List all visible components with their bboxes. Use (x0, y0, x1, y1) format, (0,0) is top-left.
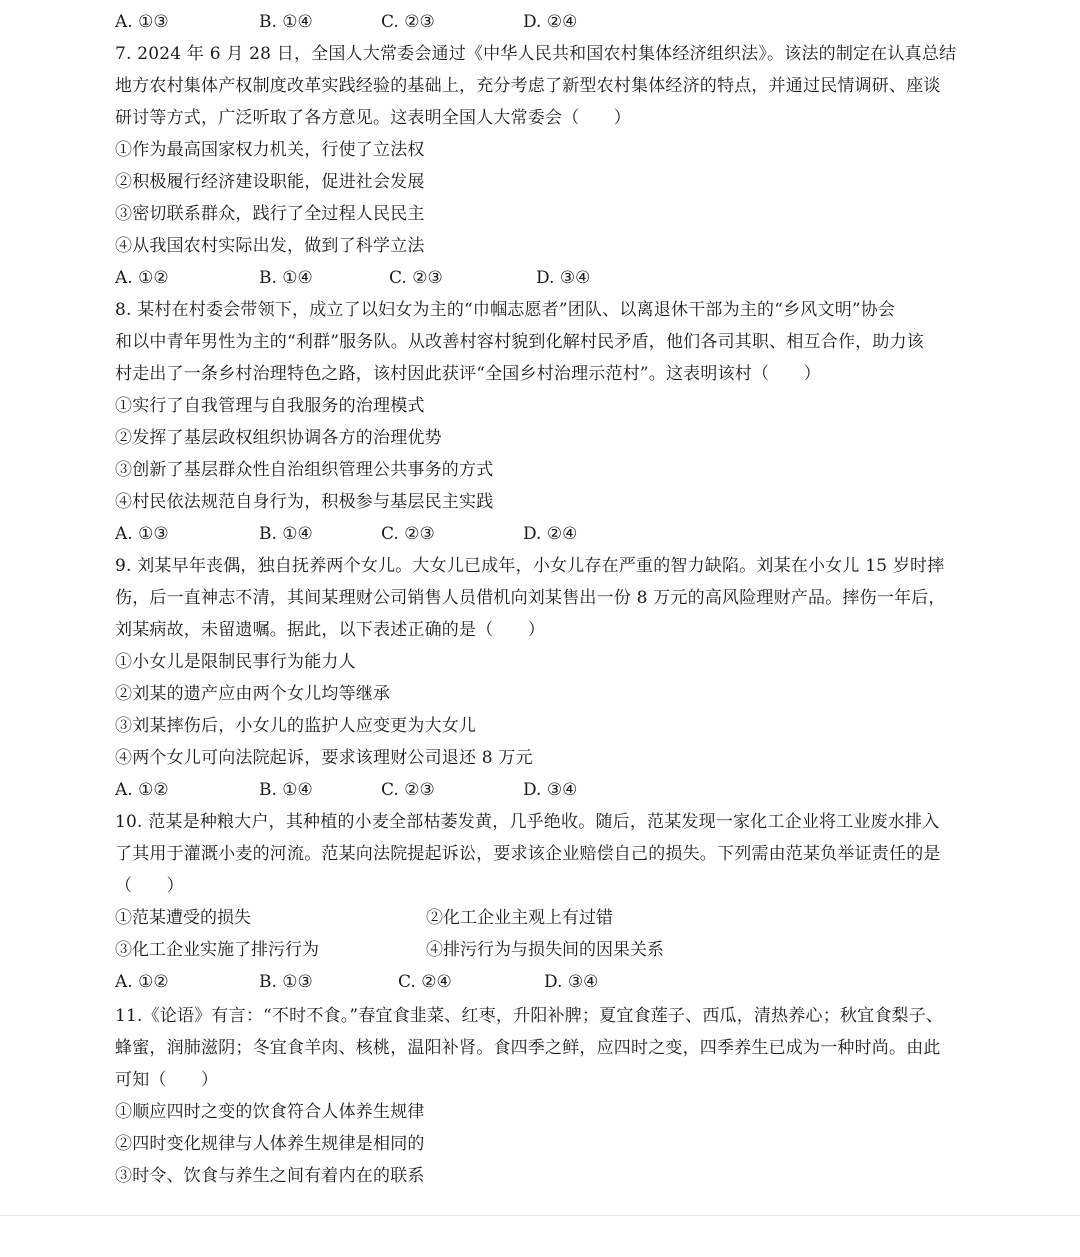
q8-options (115, 518, 975, 550)
q7-option-b: B. ①④ (259, 268, 313, 288)
q8-option-b: B. ①④ (259, 524, 313, 544)
q9-option-b: B. ①④ (259, 780, 313, 800)
q7-statement-2: ②积极履行经济建设职能，促进社会发展 (115, 172, 425, 192)
q7-options (115, 262, 975, 294)
q11-stem-line-3: 可知（ ） (115, 1070, 219, 1090)
q8-option-a: A. ①③ (115, 524, 169, 544)
q11-stem-line-2: 蜂蜜，润肺滋阴；冬宜食羊肉、核桃，温阳补肾。食四季之鲜，应四时之变，四季养生已成为一种时尚。由此 (115, 1038, 941, 1058)
prev-question-options (115, 6, 975, 38)
q10-stem-line-2: 了其用于灌溉小麦的河流。范某向法院提起诉讼，要求该企业赔偿自己的损失。下列需由范某负举证责任的是 (115, 844, 941, 864)
q7-statement-1: ①作为最高国家权力机关，行使了立法权 (115, 140, 425, 160)
q9-option-a: A. ①② (115, 780, 169, 800)
q9-statement-2: ②刘某的遗产应由两个女儿均等继承 (115, 684, 391, 704)
q10-option-a: A. ①② (115, 972, 169, 992)
q10-option-d: D. ③④ (544, 972, 599, 992)
q7-statement-4: ④从我国农村实际出发，做到了科学立法 (115, 236, 425, 256)
option-b: B. ①④ (259, 12, 313, 32)
page-bottom-edge (0, 1215, 1080, 1216)
q7-stem-line-3: 研讨等方式，广泛听取了各方意见。这表明全国人大常委会（ ） (115, 108, 631, 128)
q7-statement-3: ③密切联系群众，践行了全过程人民民主 (115, 204, 425, 224)
q10-option-c: C. ②④ (398, 972, 452, 992)
q11-statement-1: ①顺应四时之变的饮食符合人体养生规律 (115, 1102, 425, 1122)
q8-stem-line-1: 8. 某村在村委会带领下，成立了以妇女为主的“巾帼志愿者”团队、以离退休干部为主的“乡风文明”协会 (115, 300, 896, 320)
q7-option-d: D. ③④ (536, 268, 591, 288)
q10-statement-2: ②化工企业主观上有过错 (426, 908, 613, 928)
q8-option-c: C. ②③ (381, 524, 435, 544)
q9-stem-line-3: 刘某病故，未留遗嘱。据此，以下表述正确的是（ ） (115, 620, 545, 640)
q9-statement-4: ④两个女儿可向法院起诉，要求该理财公司退还 8 万元 (115, 748, 533, 768)
q10-statement-3: ③化工企业实施了排污行为 (115, 940, 319, 960)
q10-stem-line-1: 10. 范某是种粮大户，其种植的小麦全部枯萎发黄，几乎绝收。随后，范某发现一家化工企业将工业废水排入 (115, 812, 940, 832)
q8-statement-1: ①实行了自我管理与自我服务的治理模式 (115, 396, 425, 416)
q8-stem-line-2: 和以中青年男性为主的“利群”服务队。从改善村容村貌到化解村民矛盾，他们各司其职、相互合作，助力该 (115, 332, 924, 352)
option-a: A. ①③ (115, 12, 169, 32)
q9-option-d: D. ③④ (523, 780, 578, 800)
q8-statement-3: ③创新了基层群众性自治组织管理公共事务的方式 (115, 460, 494, 480)
q9-option-c: C. ②③ (381, 780, 435, 800)
option-c: C. ②③ (381, 12, 435, 32)
q9-stem-line-1: 9. 刘某早年丧偶，独自抚养两个女儿。大女儿已成年，小女儿存在严重的智力缺陷。刘某在小女儿 15 岁时摔 (115, 556, 945, 576)
q9-options (115, 774, 975, 806)
q9-statement-1: ①小女儿是限制民事行为能力人 (115, 652, 356, 672)
q8-statement-4: ④村民依法规范自身行为，积极参与基层民主实践 (115, 492, 494, 512)
q10-option-b: B. ①③ (259, 972, 313, 992)
option-d: D. ②④ (523, 12, 578, 32)
q10-stem-line-3: （ ） (115, 876, 184, 896)
q9-stem-line-2: 伤，后一直神志不清，其间某理财公司销售人员借机向刘某售出一份 8 万元的高风险理财产品。摔伤一年后， (115, 588, 946, 608)
q8-statement-2: ②发挥了基层政权组织协调各方的治理优势 (115, 428, 442, 448)
q7-option-c: C. ②③ (389, 268, 443, 288)
q10-statement-1: ①范某遭受的损失 (115, 908, 251, 928)
q11-statement-2: ②四时变化规律与人体养生规律是相同的 (115, 1134, 425, 1154)
q10-statement-4: ④排污行为与损失间的因果关系 (426, 940, 664, 960)
q8-option-d: D. ②④ (523, 524, 578, 544)
q10-statements-row-1 (115, 902, 975, 934)
q9-statement-3: ③刘某摔伤后，小女儿的监护人应变更为大女儿 (115, 716, 477, 736)
q7-option-a: A. ①② (115, 268, 169, 288)
q10-options (115, 966, 975, 998)
q8-stem-line-3: 村走出了一条乡村治理特色之路，该村因此获评“全国乡村治理示范村”。这表明该村（ ） (115, 364, 821, 384)
q10-statements-row-2 (115, 934, 975, 966)
q7-stem-line-1: 7. 2024 年 6 月 28 日，全国人大常委会通过《中华人民共和国农村集体经济组织法》。该法的制定在认真总结 (115, 44, 957, 64)
q11-statement-3: ③时令、饮食与养生之间有着内在的联系 (115, 1166, 425, 1186)
q11-stem-line-1: 11.《论语》有言：“不时不食。”春宜食韭菜、红枣，升阳补脾；夏宜食莲子、西瓜，清热养心；秋宜食梨子、 (115, 1006, 944, 1026)
q7-stem-line-2: 地方农村集体产权制度改革实践经验的基础上，充分考虑了新型农村集体经济的特点，并通过民情调研、座谈 (115, 76, 941, 96)
